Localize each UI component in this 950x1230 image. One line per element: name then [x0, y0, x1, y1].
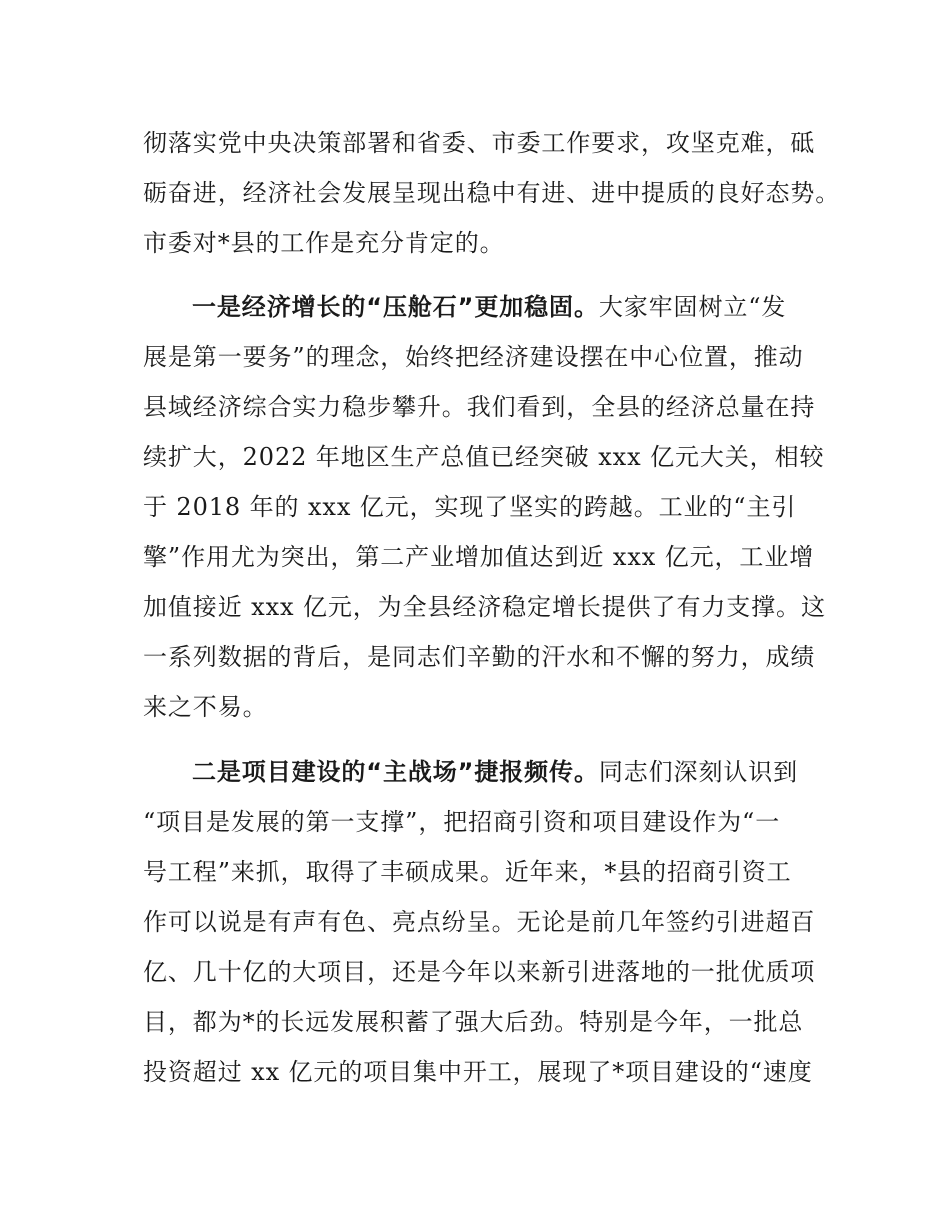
text-line: 续扩大，2022 年地区生产总值已经突破 xxx 亿元大关，相较 [143, 443, 825, 471]
text-line: 砺奋进，经济社会发展呈现出稳中有进、进中提质的良好态势。 [143, 179, 841, 207]
section-heading: 一是经济增长的“压舱石”更加稳固。 [192, 293, 599, 321]
paragraph-first-line [192, 292, 786, 322]
text-line: “项目是发展的第一支撑”，把招商引资和项目建设作为“一 [143, 808, 781, 836]
text-line: 加值接近 xxx 亿元，为全县经济稳定增长提供了有力支撑。这 [143, 593, 826, 621]
text-line: 擎”作用尤为突出，第二产业增加值达到近 xxx 亿元，工业增 [143, 543, 815, 571]
text-line: 目，都为*的长远发展积蓄了强大后劲。特别是今年，一批总 [143, 1008, 804, 1036]
text-line: 来之不易。 [143, 693, 268, 721]
text-line: 投资超过 xx 亿元的项目集中开工，展现了*项目建设的“速度 [143, 1058, 813, 1086]
text-line: 一系列数据的背后，是同志们辛勤的汗水和不懈的努力，成绩 [143, 643, 816, 671]
text-line: 亿、几十亿的大项目，还是今年以来新引进落地的一批优质项 [143, 958, 816, 986]
text-line: 于 2018 年的 xxx 亿元，实现了坚实的跨越。工业的“主引 [143, 493, 797, 521]
text-line: 县域经济综合实力稳步攀升。我们看到，全县的经济总量在持 [143, 393, 816, 421]
paragraph-first-line [192, 757, 798, 787]
section-heading: 二是项目建设的“主战场”捷报频传。 [192, 758, 599, 786]
text-run: 同志们深刻认识到 [598, 758, 799, 786]
text-run: 大家牢固树立“发 [598, 293, 787, 321]
text-line: 号工程”来抓，取得了丰硕成果。近年来，*县的招商引资工 [143, 858, 792, 886]
text-line: 展是第一要务”的理念，始终把经济建设摆在中心位置，推动 [143, 343, 804, 371]
text-line: 作可以说是有声有色、亮点纷呈。无论是前几年签约引进超百 [143, 908, 816, 936]
text-line: 市委对*县的工作是充分肯定的。 [143, 229, 505, 257]
text-line: 彻落实党中央决策部署和省委、市委工作要求，攻坚克难，砥 [143, 129, 816, 157]
